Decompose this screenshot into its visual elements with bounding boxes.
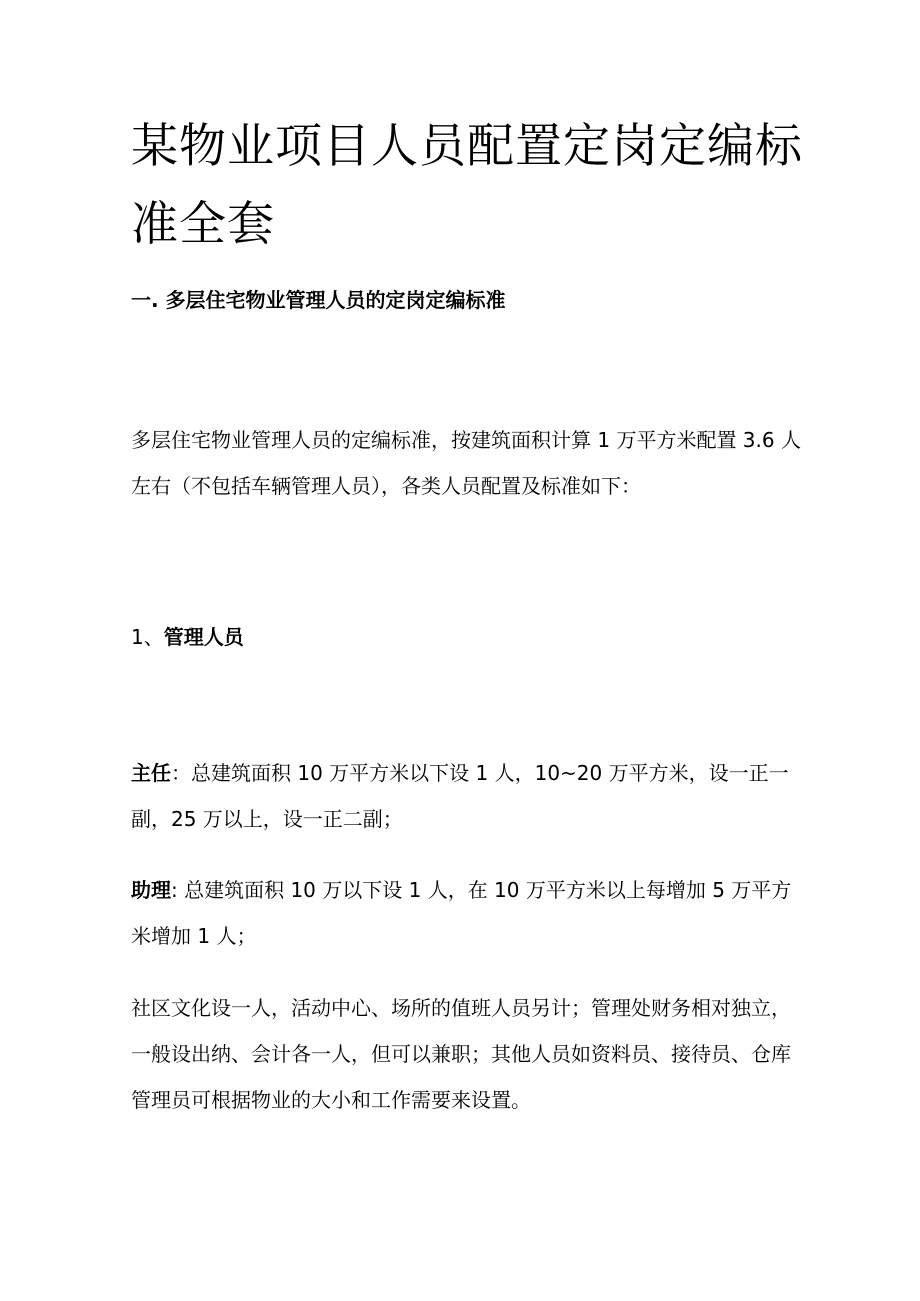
assistant-lead: 助理 [131,878,171,902]
subsection-heading [131,617,244,657]
director-paragraph [131,750,801,842]
section-heading: 一. 多层住宅物业管理人员的定岗定编标准 [131,288,506,312]
intro-paragraph: 多层住宅物业管理人员的定编标准，按建筑面积计算 1 万平方米配置 3.6 人左右（不包括车辆管理人员），各类人员配置及标准如下： [131,428,801,498]
document-title: 某物业项目人员配置定岗定编标准全套 [131,119,803,252]
assistant-text: : 总建筑面积 10 万以下设 1 人，在 10 万平方米以上每增加 5 万平方米增加 1 人； [131,878,792,948]
subsection-label: 管理人员 [163,625,244,649]
director-lead: 主任 [131,761,171,785]
assistant-paragraph [131,867,801,959]
other-staff-paragraph: 社区文化设一人，活动中心、场所的值班人员另计；管理处财务相对独立，一般设出纳、会计各一人，但可以兼职；其他人员如资料员、接待员、仓库管理员可根据物业的大小和工作需要来设置。 [131,996,791,1112]
subsection-number: 1、 [131,625,164,649]
director-text: ：总建筑面积 10 万平方米以下设 1 人，10~20 万平方米，设一正一副，25 万以上，设一正二副； [131,761,789,831]
